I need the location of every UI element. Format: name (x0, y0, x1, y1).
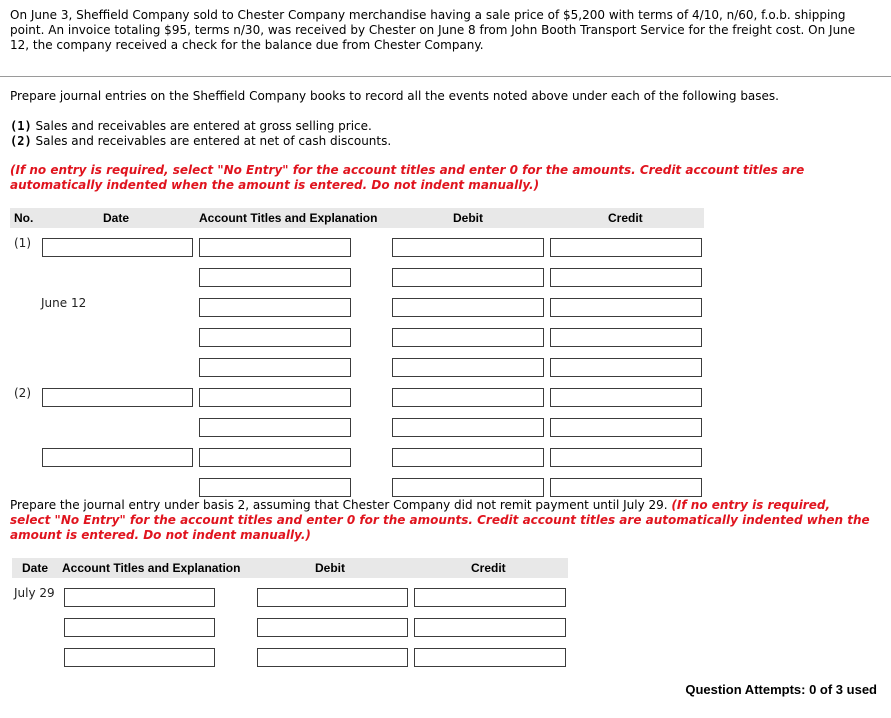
date-input[interactable] (42, 238, 193, 257)
date-label-july-29: July 29 (14, 586, 55, 600)
part1-instruction: Prepare journal entries on the Sheffield Company books to record all the events noted above under each of the following bases. (10, 89, 779, 103)
account-title-input[interactable] (199, 328, 351, 347)
basis-2 (10, 134, 391, 149)
basis-1 (10, 119, 391, 134)
problem-line-3: 12, the company received a check for the balance due from Chester Company. (10, 38, 484, 52)
part2-line-1-red: (If no entry is required, (671, 498, 831, 512)
question-attempts: Question Attempts: 0 of 3 used (685, 682, 877, 697)
credit-input[interactable] (550, 298, 702, 317)
credit-input[interactable] (550, 478, 702, 497)
header-account-titles: Account Titles and Explanation (62, 561, 241, 575)
credit-input[interactable] (550, 418, 702, 437)
account-title-input[interactable] (199, 298, 351, 317)
date-input[interactable] (42, 388, 193, 407)
header-credit: Credit (471, 561, 506, 575)
journal-table-2-header (12, 558, 568, 578)
credit-input[interactable] (550, 238, 702, 257)
entry-number-2: (2) (14, 386, 31, 400)
debit-input[interactable] (392, 478, 544, 497)
part2-line-2: select "No Entry" for the account titles and enter 0 for the amounts. Credit account titles are automatically indented when the (10, 513, 870, 527)
credit-input[interactable] (414, 588, 566, 607)
basis-1-text: Sales and receivables are entered at gross selling price. (35, 119, 372, 133)
part2-line-1-normal: Prepare the journal entry under basis 2, assuming that Chester Company did not remit payment until July 29. (10, 498, 668, 512)
debit-input[interactable] (392, 298, 544, 317)
basis-2-text: Sales and receivables are entered at net of cash discounts. (35, 134, 392, 148)
header-debit: Debit (315, 561, 345, 575)
basis-list (10, 119, 391, 149)
debit-input[interactable] (392, 388, 544, 407)
account-title-input[interactable] (64, 648, 215, 667)
problem-statement (10, 8, 855, 53)
section-divider (0, 76, 891, 77)
header-debit: Debit (453, 211, 483, 225)
date-input[interactable] (42, 448, 193, 467)
credit-input[interactable] (550, 328, 702, 347)
credit-input[interactable] (550, 448, 702, 467)
header-credit: Credit (608, 211, 643, 225)
journal-table-header (10, 208, 704, 228)
credit-input[interactable] (550, 268, 702, 287)
entry-number-1: (1) (14, 236, 31, 250)
credit-input[interactable] (550, 358, 702, 377)
credit-input[interactable] (550, 388, 702, 407)
account-title-input[interactable] (199, 238, 351, 257)
header-no: No. (14, 211, 34, 225)
header-account-titles: Account Titles and Explanation (199, 211, 378, 225)
header-date: Date (103, 211, 130, 225)
credit-input[interactable] (414, 618, 566, 637)
part2-instruction (10, 498, 885, 543)
debit-input[interactable] (392, 328, 544, 347)
debit-input[interactable] (257, 588, 408, 607)
debit-input[interactable] (392, 418, 544, 437)
problem-line-2: point. An invoice totaling $95, terms n/30, was received by Chester on June 8 from John Booth Transport Service for the freight cost. On June (10, 23, 856, 37)
part2-line-1 (10, 498, 885, 513)
account-title-input[interactable] (64, 588, 215, 607)
basis-2-number: (2) (10, 134, 32, 148)
account-title-input[interactable] (199, 478, 351, 497)
debit-input[interactable] (392, 238, 544, 257)
account-title-input[interactable] (64, 618, 215, 637)
account-title-input[interactable] (199, 358, 351, 377)
part1-note-line-1: (If no entry is required, select "No Entry" for the account titles and enter 0 for the amounts. Credit account titles are (10, 163, 805, 177)
account-title-input[interactable] (199, 388, 351, 407)
account-title-input[interactable] (199, 268, 351, 287)
debit-input[interactable] (392, 358, 544, 377)
problem-line-1: On June 3, Sheffield Company sold to Chester Company merchandise having a sale price of $5,200 with terms of 4/10, n/60, f.o.b. shipping (10, 8, 846, 22)
date-label-june-12: June 12 (41, 296, 87, 310)
account-title-input[interactable] (199, 418, 351, 437)
part2-line-3: amount is entered. Do not indent manually.) (10, 528, 311, 542)
debit-input[interactable] (257, 648, 408, 667)
credit-input[interactable] (414, 648, 566, 667)
header-date: Date (22, 561, 49, 575)
part1-note (10, 163, 804, 193)
debit-input[interactable] (392, 268, 544, 287)
basis-1-number: (1) (10, 119, 32, 133)
account-title-input[interactable] (199, 448, 351, 467)
debit-input[interactable] (392, 448, 544, 467)
debit-input[interactable] (257, 618, 408, 637)
part1-note-line-2: automatically indented when the amount is entered. Do not indent manually.) (10, 178, 540, 192)
